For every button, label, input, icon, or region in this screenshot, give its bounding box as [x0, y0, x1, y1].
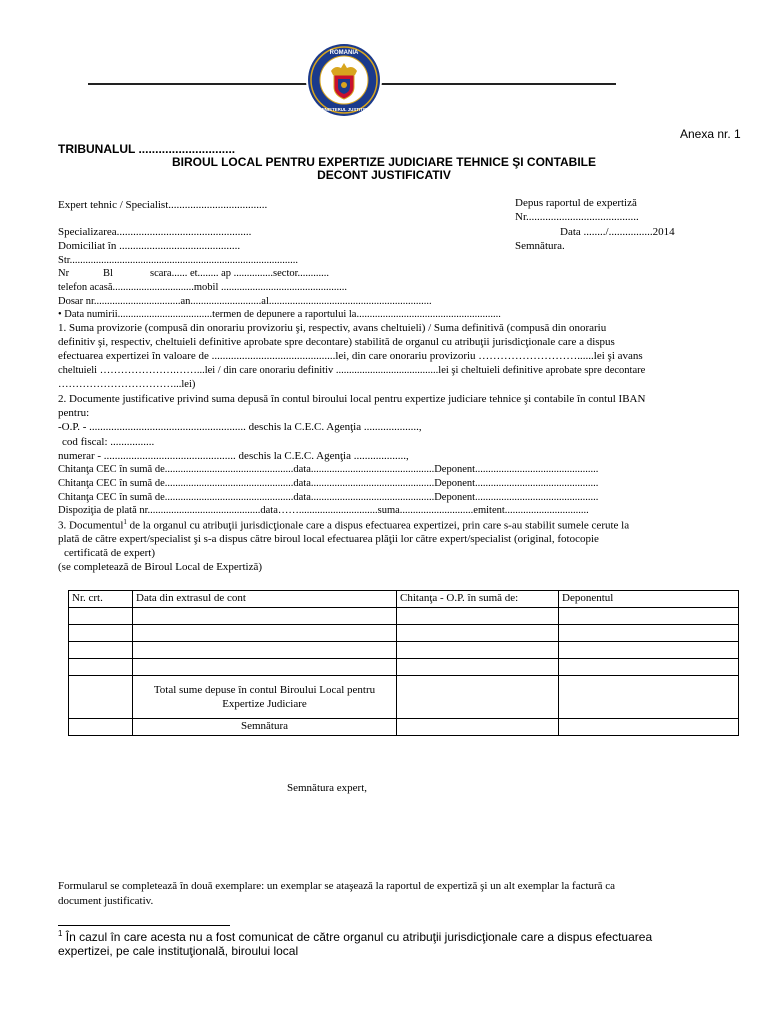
table-cell: [69, 719, 133, 736]
table-cell[interactable]: [397, 676, 559, 719]
table-cell[interactable]: [133, 642, 397, 659]
table-cell[interactable]: [397, 642, 559, 659]
table-cell[interactable]: [69, 642, 133, 659]
table-cell[interactable]: [69, 659, 133, 676]
table-cell[interactable]: [397, 625, 559, 642]
address-rest-field: scara...... et........ ap ...............sector............: [150, 268, 330, 279]
signature-row: [69, 719, 739, 736]
table-cell[interactable]: [559, 608, 739, 625]
phone-field: telefon acasă...............................mobil ................................................: [58, 282, 348, 293]
street-field: Str.......................................................................................: [58, 255, 299, 266]
table-cell[interactable]: [397, 608, 559, 625]
form-note-line1: Formularul se completează în două exemplare: un exemplar se ataşează la raportul de expertiză şi un alt exemplar la factură ca: [58, 880, 616, 892]
table-cell[interactable]: [133, 659, 397, 676]
bl-label: Bl: [103, 268, 113, 279]
header-nr: Nr. crt.: [69, 591, 133, 608]
table-header-row: [69, 591, 739, 608]
deposits-table: [68, 590, 739, 736]
table-cell[interactable]: [69, 608, 133, 625]
footnote-line1: [58, 929, 652, 944]
table-cell[interactable]: [69, 625, 133, 642]
case-file-field: Dosar nr.................................an...........................al..............................................................: [58, 296, 432, 307]
annex-label: Anexa nr. 1: [680, 127, 741, 141]
footnote-line2: expertizei, pe cale instituţională, biroului local: [58, 944, 299, 958]
emblem-top-text: ROMANIA: [329, 50, 359, 56]
document-title: DECONT JUSTIFICATIV: [317, 168, 451, 182]
section3-line2: plată de către expert/specialist şi s-a dispus către biroul local efectuarea plăţii lor către expert/specialist (original, fotocopie: [58, 533, 599, 545]
section2-line2: pentru:: [58, 407, 90, 419]
expert-signature-label: Semnătura expert,: [287, 782, 368, 794]
emblem-bottom-text: MINISTERUL JUSTITIEI: [319, 107, 369, 112]
footnote-ref: 1: [123, 518, 127, 526]
form-note-line2: document justificativ.: [58, 895, 154, 907]
receipt-line-3: Chitanţa CEC în sumă de.................................................data...............................................Deponent...............................................: [58, 492, 599, 503]
section3-note: (se completează de Biroul Local de Expertiză): [58, 561, 263, 573]
section3-prefix: 3. Documentul: [58, 519, 124, 532]
table-cell: [69, 676, 133, 719]
ministry-emblem: [305, 41, 383, 119]
table-cell[interactable]: [133, 625, 397, 642]
section1-line2: definitiv şi, respectiv, cheltuieli definitive aprobate spre decontare) stabilită de organul cu atribuţii jurisdicţionale care a dispus: [58, 336, 615, 348]
fiscal-code-field: cod fiscal: ................: [62, 436, 155, 448]
court-name: TRIBUNALUL .............................: [58, 142, 236, 156]
appointment-field: • Data numirii....................................termen de depunere a raportului la.......................................................: [58, 309, 501, 320]
table-cell[interactable]: [559, 659, 739, 676]
office-title: BIROUL LOCAL PENTRU EXPERTIZE JUDICIARE TEHNICE ŞI CONTABILE: [171, 155, 597, 169]
footnote-separator: [58, 925, 230, 926]
table-cell[interactable]: [133, 608, 397, 625]
table-row: [69, 608, 739, 625]
table-signature-label: Semnătura: [133, 719, 397, 736]
nr-label: Nr: [58, 268, 70, 279]
header-amount: Chitanţa - O.P. în sumă de:: [397, 591, 559, 608]
footnote-mark: 1: [58, 929, 63, 938]
report-submitted-label: Depus raportul de expertiză: [515, 197, 637, 209]
report-number-field: Nr.........................................: [515, 211, 639, 223]
section3-line3: certificată de expert): [64, 547, 155, 559]
table-cell[interactable]: [559, 625, 739, 642]
report-date-field: Data ......../................2014: [560, 226, 675, 238]
header-depositor: Deponentul: [559, 591, 739, 608]
section2-line1: 2. Documente justificative privind suma depusă în contul biroului local pentru expertize judiciare tehnice şi contabile în contul IBAN: [58, 393, 646, 405]
section1-line4: cheltuieli ………………….……...lei / din care onorariu definitiv .......................................lei şi cheltuieli definitive aprobate spre decontare: [58, 365, 646, 376]
table-cell[interactable]: [559, 719, 739, 736]
specialization-field: Specializarea.................................................: [58, 226, 252, 238]
table-cell[interactable]: [397, 719, 559, 736]
domicile-field: Domiciliat în ............................................: [58, 240, 241, 252]
table-row: [69, 642, 739, 659]
receipt-line-1: Chitanţa CEC în sumă de.................................................data...............................................Deponent...............................................: [58, 464, 599, 475]
section1-line5: ……………………………...lei): [58, 379, 196, 390]
header-date: Data din extrasul de cont: [133, 591, 397, 608]
table-cell[interactable]: [559, 642, 739, 659]
total-row: [69, 676, 739, 719]
table-row: [69, 659, 739, 676]
section1-line3: efectuarea expertizei în valoare de .............................................lei, din care onorariu provizoriu ………………………......lei şi avans: [58, 350, 643, 362]
section1-line1: 1. Suma provizorie (compusă din onorariu provizoriu şi, respectiv, avans cheltuieli) / Suma definitivă (compusă din onorariu: [58, 322, 607, 334]
payment-disposition-field: Dispoziţia de plată nr...........................................data……..............................suma............................emitent................................: [58, 505, 589, 516]
expert-field: Expert tehnic / Specialist....................................: [58, 199, 268, 211]
table-cell[interactable]: [559, 676, 739, 719]
receipt-line-2: Chitanţa CEC în sumă de.................................................data...............................................Deponent...............................................: [58, 478, 599, 489]
footnote-text: În cazul în care acesta nu a fost comunicat de către organul cu atribuţii jurisdicţionale care a dispus efectuarea: [62, 930, 653, 944]
total-label: Total sume depuse în contul Biroului Local pentru Expertize Judiciare: [133, 676, 397, 719]
section3-line1: [58, 518, 629, 532]
payment-order-field: -O.P. - ......................................................... deschis la C.E.C. Agenţia ....................,: [58, 421, 422, 433]
table-row: [69, 625, 739, 642]
section3-text: de la organul cu atribuţii jurisdicţionale care a dispus efectuarea expertizei, prin care s-au stabilit sumele cerute la: [126, 519, 630, 532]
signature-label: Semnătura.: [515, 240, 565, 252]
table-cell[interactable]: [397, 659, 559, 676]
cash-field: numerar - ................................................ deschis la C.E.C. Agenţia ...................,: [58, 450, 409, 462]
